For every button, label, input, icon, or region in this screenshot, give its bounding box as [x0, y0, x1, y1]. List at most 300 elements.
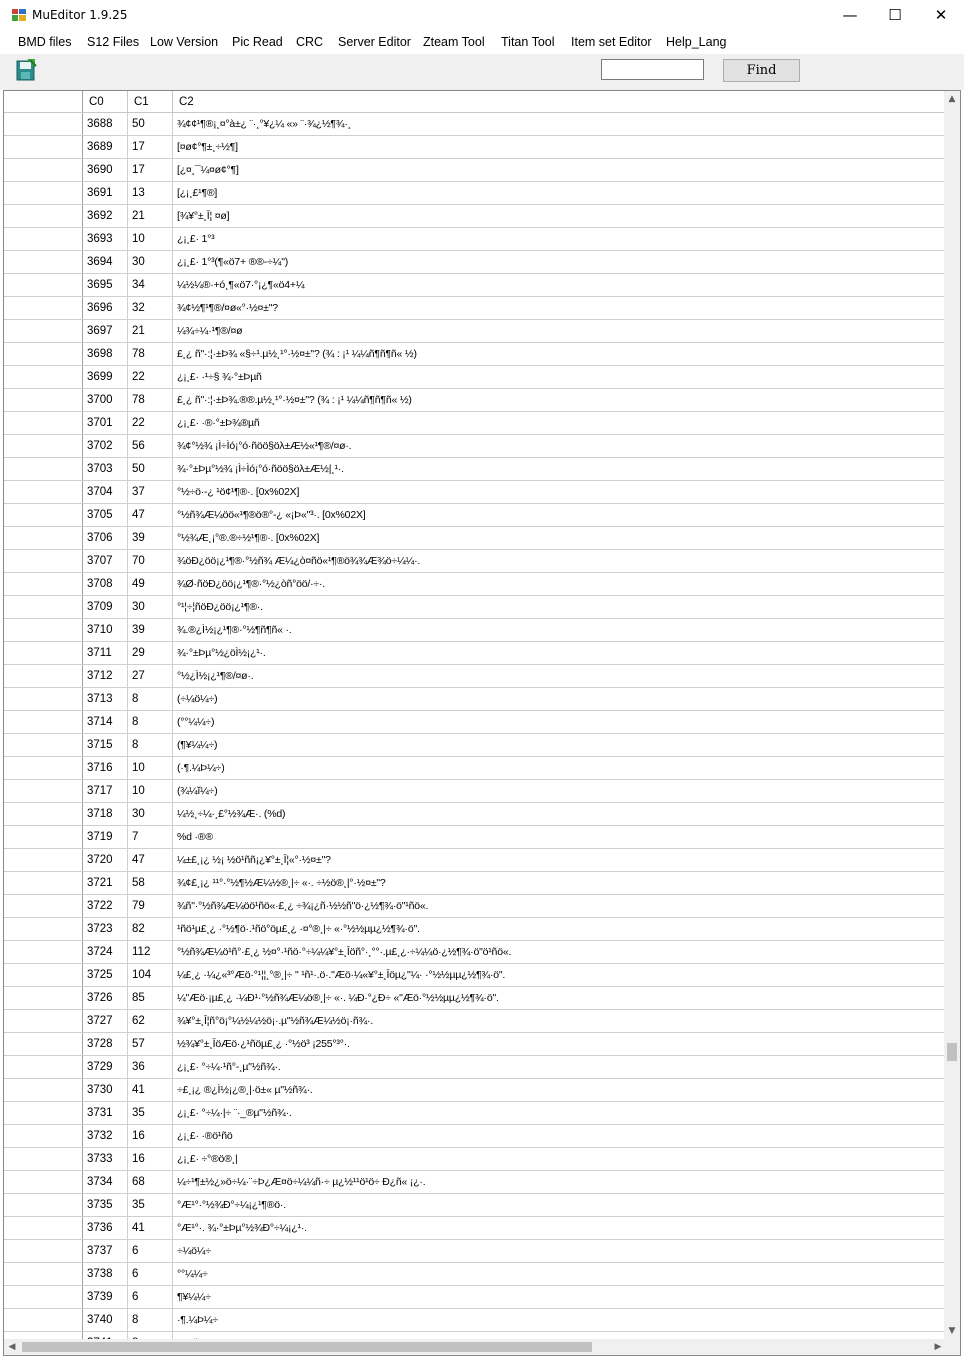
row-header[interactable] — [4, 734, 83, 756]
cell-c0[interactable]: 3705 — [83, 504, 128, 526]
table-row[interactable] — [4, 573, 946, 596]
table-row[interactable] — [4, 918, 946, 941]
table-row[interactable] — [4, 1286, 946, 1309]
close-button[interactable]: ✕ — [934, 6, 948, 24]
table-row[interactable] — [4, 366, 946, 389]
row-header[interactable] — [4, 1286, 83, 1308]
cell-c2[interactable]: °½÷ö·-¿ ¹ö¢¹¶®·. [0x%02X] — [173, 481, 946, 503]
cell-c1[interactable]: 7 — [128, 826, 173, 848]
table-row[interactable] — [4, 1194, 946, 1217]
cell-c0[interactable]: 3733 — [83, 1148, 128, 1170]
table-row[interactable] — [4, 1079, 946, 1102]
table-row[interactable] — [4, 136, 946, 159]
cell-c1[interactable]: 49 — [128, 573, 173, 595]
menu-item-set-editor[interactable]: Item set Editor — [571, 35, 652, 49]
row-header[interactable] — [4, 596, 83, 618]
cell-c0[interactable]: 3712 — [83, 665, 128, 687]
row-header[interactable] — [4, 1171, 83, 1193]
table-row[interactable] — [4, 964, 946, 987]
cell-c0[interactable]: 3720 — [83, 849, 128, 871]
cell-c2[interactable]: °¹¦÷¦ñöÐ¿öö¡¿¹¶®·. — [173, 596, 946, 618]
table-row[interactable] — [4, 435, 946, 458]
cell-c2[interactable]: ¼±£¸¡¿ ½¡ ½ö¹ññ¡¿¥°±¸Ī¦«°·½¤±"? — [173, 849, 946, 871]
row-header[interactable] — [4, 343, 83, 365]
cell-c2[interactable]: (°°¼¼÷) — [173, 711, 946, 733]
cell-c1[interactable]: 50 — [128, 458, 173, 480]
row-header[interactable] — [4, 435, 83, 457]
cell-c1[interactable]: 37 — [128, 481, 173, 503]
table-row[interactable] — [4, 642, 946, 665]
cell-c2[interactable]: ¼½¼®·+ó¸¶«ö7·°¡¿¶«ö4+¼ — [173, 274, 946, 296]
row-header[interactable] — [4, 159, 83, 181]
horizontal-scrollbar[interactable] — [4, 1339, 946, 1355]
menu-low-version[interactable]: Low Version — [150, 35, 219, 49]
cell-c2[interactable]: (·¶.¼Þ¼÷) — [173, 757, 946, 779]
cell-c0[interactable]: 3737 — [83, 1240, 128, 1262]
row-header[interactable] — [4, 642, 83, 664]
cell-c1[interactable]: 22 — [128, 412, 173, 434]
save-icon[interactable] — [14, 58, 38, 82]
cell-c1[interactable]: 22 — [128, 366, 173, 388]
table-row[interactable] — [4, 688, 946, 711]
scroll-down-arrow-icon[interactable]: ▼ — [948, 1326, 956, 1336]
cell-c0[interactable]: 3725 — [83, 964, 128, 986]
row-header[interactable] — [4, 826, 83, 848]
table-row[interactable] — [4, 481, 946, 504]
row-header[interactable] — [4, 1125, 83, 1147]
cell-c2[interactable]: ¾Ø·ñöÐ¿öö¡¿¹¶®·°½¿òñ°öö/·÷·. — [173, 573, 946, 595]
menu-bar — [0, 31, 964, 54]
row-header[interactable] — [4, 1102, 83, 1124]
cell-c1[interactable]: 85 — [128, 987, 173, 1009]
column-header-c0[interactable]: C0 — [83, 91, 128, 112]
table-row[interactable] — [4, 872, 946, 895]
cell-c0[interactable]: 3698 — [83, 343, 128, 365]
table-row[interactable] — [4, 297, 946, 320]
row-header[interactable] — [4, 803, 83, 825]
table-row[interactable] — [4, 665, 946, 688]
cell-c1[interactable]: 58 — [128, 872, 173, 894]
table-row[interactable] — [4, 458, 946, 481]
cell-c0[interactable]: 3717 — [83, 780, 128, 802]
row-header[interactable] — [4, 251, 83, 273]
cell-c2[interactable]: ¾¥°±¸Ī¦ñ°ö¡°¼½¼½ö¡·.µ"½ñ¾Æ¼½ö¡·ñ¾·. — [173, 1010, 946, 1032]
grid-header — [4, 91, 946, 113]
cell-c1[interactable]: 62 — [128, 1010, 173, 1032]
cell-c0[interactable]: 3738 — [83, 1263, 128, 1285]
cell-c1[interactable]: 30 — [128, 596, 173, 618]
horizontal-scroll-thumb[interactable] — [22, 1342, 592, 1352]
row-header[interactable] — [4, 389, 83, 411]
menu-titan-tool[interactable]: Titan Tool — [501, 35, 555, 49]
cell-c1[interactable]: 41 — [128, 1079, 173, 1101]
table-row[interactable] — [4, 1240, 946, 1263]
cell-c2[interactable]: ¾öÐ¿öö¡¿¹¶®·°½ñ¾ Æ¼¿ò¤ñö«¹¶®ö¾¾Æ¾ö÷¼¼·. — [173, 550, 946, 572]
table-row[interactable] — [4, 412, 946, 435]
row-header[interactable] — [4, 481, 83, 503]
cell-c0[interactable]: 3697 — [83, 320, 128, 342]
table-row[interactable] — [4, 251, 946, 274]
cell-c1[interactable]: 8 — [128, 688, 173, 710]
cell-c2[interactable]: %d ·®® — [173, 826, 946, 848]
cell-c1[interactable]: 17 — [128, 136, 173, 158]
row-header[interactable] — [4, 1148, 83, 1170]
cell-c2[interactable]: ¾.®¿Ì½¡¿¹¶®·°½¶ñ¶ñ« ·. — [173, 619, 946, 641]
row-header-corner[interactable] — [4, 91, 83, 112]
cell-c1[interactable]: 29 — [128, 642, 173, 664]
table-row[interactable] — [4, 1217, 946, 1240]
table-row[interactable] — [4, 711, 946, 734]
cell-c1[interactable]: 35 — [128, 1102, 173, 1124]
cell-c1[interactable]: 36 — [128, 1056, 173, 1078]
cell-c0[interactable]: 3739 — [83, 1286, 128, 1308]
cell-c2[interactable]: ¿¡¸£· °÷¼·|÷ ¨·_®µ"½ñ¾·. — [173, 1102, 946, 1124]
table-row[interactable] — [4, 205, 946, 228]
table-row[interactable] — [4, 895, 946, 918]
cell-c1[interactable]: 78 — [128, 389, 173, 411]
cell-c0[interactable]: 3714 — [83, 711, 128, 733]
cell-c0[interactable]: 3722 — [83, 895, 128, 917]
column-header-c2[interactable]: C2 — [179, 96, 194, 108]
cell-c1[interactable]: 10 — [128, 757, 173, 779]
cell-c0[interactable]: 3729 — [83, 1056, 128, 1078]
cell-c2[interactable]: ¾·°±Þµ°½¿öÌ½¡¿¹·. — [173, 642, 946, 664]
cell-c2[interactable]: ¾·°±Þµ°½¾ ¡Ì÷Ìó¡°ó·ñöö§öλ±Æ½|¸¹·. — [173, 458, 946, 480]
cell-c1[interactable]: 35 — [128, 1194, 173, 1216]
data-grid[interactable] — [3, 90, 961, 1356]
scroll-up-arrow-icon[interactable]: ▲ — [948, 94, 956, 104]
cell-c2[interactable]: ¿¡¸£· °÷¼·¹ñ°-¸µ"½ñ¾·. — [173, 1056, 946, 1078]
table-row[interactable] — [4, 113, 946, 136]
cell-c2[interactable]: ¾¢£¸¡¿ ¹¹°·°½¶½Æ¼½®¸|÷ «·. ÷½ö®¸|°·½¤±"? — [173, 872, 946, 894]
cell-c0[interactable]: 3690 — [83, 159, 128, 181]
row-header[interactable] — [4, 688, 83, 710]
cell-c2[interactable]: °Æ¹°·. ¾·°±Þµ°½¾Ð°÷¼¡¿¹·. — [173, 1217, 946, 1239]
row-header[interactable] — [4, 1194, 83, 1216]
cell-c0[interactable]: 3707 — [83, 550, 128, 572]
cell-c2[interactable]: °Æ¹°·°½¾Ð°÷¼¡¿¹¶®ö·. — [173, 1194, 946, 1216]
table-row[interactable] — [4, 1309, 946, 1332]
cell-c2[interactable]: °°¼¼÷ — [173, 1263, 946, 1285]
cell-c0[interactable]: 3713 — [83, 688, 128, 710]
cell-c0[interactable]: 3735 — [83, 1194, 128, 1216]
cell-c2[interactable]: ¾¢½¶¹¶®/¤ø«°·½¤±"? — [173, 297, 946, 319]
row-header[interactable] — [4, 1240, 83, 1262]
row-header[interactable] — [4, 274, 83, 296]
cell-c0[interactable]: 3701 — [83, 412, 128, 434]
cell-c2[interactable]: ¹ñö¹µ£¸¿ ·°½¶ö·.¹ñö°öµ£¸¿ ·¤°®¸|÷ «·°½½µµ¿½¶¾·ö". — [173, 918, 946, 940]
cell-c0[interactable]: 3692 — [83, 205, 128, 227]
cell-c0[interactable]: 3728 — [83, 1033, 128, 1055]
cell-c0[interactable]: 3704 — [83, 481, 128, 503]
table-row[interactable] — [4, 1102, 946, 1125]
cell-c0[interactable]: 3732 — [83, 1125, 128, 1147]
cell-c0[interactable]: 3726 — [83, 987, 128, 1009]
cell-c0[interactable]: 3710 — [83, 619, 128, 641]
table-row[interactable] — [4, 596, 946, 619]
cell-c2[interactable]: ÷£¸¡¿ ®¿Ì½¡¿®¸|·ö±« µ"½ñ¾·. — [173, 1079, 946, 1101]
cell-c2[interactable]: ¿¡¸£· ·¹÷§ ¾·°±Þµñ — [173, 366, 946, 388]
cell-c2[interactable]: °½ñ¾Æ¼ö¹ñ°·£¸¿ ½¤°·¹ñö·°÷¼¼¥°±¸Īöñ°·¸°°·.µ£¸¿·÷¼¼ö·¿½¶¾·ö"ö¹ñö«. — [173, 941, 946, 963]
cell-c1[interactable]: 50 — [128, 113, 173, 135]
cell-c0[interactable]: 3694 — [83, 251, 128, 273]
cell-c1[interactable]: 41 — [128, 1217, 173, 1239]
table-row[interactable] — [4, 780, 946, 803]
cell-c1[interactable]: 34 — [128, 274, 173, 296]
cell-c0[interactable]: 3702 — [83, 435, 128, 457]
cell-c2[interactable]: [¤ø¢°¶±¸÷½¶] — [173, 136, 946, 158]
table-row[interactable] — [4, 803, 946, 826]
table-row[interactable] — [4, 1010, 946, 1033]
menu-pic-read[interactable]: Pic Read — [232, 35, 283, 49]
cell-c1[interactable]: 47 — [128, 504, 173, 526]
cell-c2[interactable]: £¸¿ ñ"·:¦·±Þ¾.®®.µ½¸¹°·½¤±"? (¾ : ¡¹ ¼¼ñ¶ñ¶ñ« ½) — [173, 389, 946, 411]
cell-c1[interactable]: 16 — [128, 1125, 173, 1147]
row-header[interactable] — [4, 1217, 83, 1239]
cell-c0[interactable]: 3700 — [83, 389, 128, 411]
cell-c0[interactable]: 3689 — [83, 136, 128, 158]
cell-c0[interactable]: 3695 — [83, 274, 128, 296]
cell-c2[interactable]: ¼½¸÷¼·¸£°½¾Æ·. (%d) — [173, 803, 946, 825]
table-row[interactable] — [4, 941, 946, 964]
cell-c0[interactable]: 3731 — [83, 1102, 128, 1124]
cell-c1[interactable]: 16 — [128, 1148, 173, 1170]
cell-c1[interactable]: 112 — [128, 941, 173, 963]
cell-c1[interactable]: 10 — [128, 780, 173, 802]
table-row[interactable] — [4, 1056, 946, 1079]
maximize-button[interactable]: ☐ — [888, 6, 902, 24]
cell-c2[interactable]: ÷¼ö¼÷ — [173, 1240, 946, 1262]
menu-crc[interactable]: CRC — [296, 35, 324, 49]
table-row[interactable] — [4, 550, 946, 573]
cell-c2[interactable]: ¾¢¢¹¶®¡¸¤°à±¿ ¨·¸°¥¿¼ «» ¨·¾¿½¶¾·¸ — [173, 113, 946, 135]
vertical-scroll-thumb[interactable] — [947, 1043, 957, 1061]
cell-c2[interactable]: ¼"Æö·¡µ£¸¿ ·¼Ð¹·°½ñ¾Æ¼ö®¸|÷ «·. ¼Ð·°¿Ð÷ «"Æö·°½½µµ¿½¶¾·ö". — [173, 987, 946, 1009]
cell-c0[interactable]: 3719 — [83, 826, 128, 848]
cell-c1[interactable]: 47 — [128, 849, 173, 871]
row-header[interactable] — [4, 573, 83, 595]
cell-c0[interactable]: 3730 — [83, 1079, 128, 1101]
cell-c0[interactable]: 3734 — [83, 1171, 128, 1193]
find-button[interactable]: Find — [723, 59, 800, 82]
row-header[interactable] — [4, 665, 83, 687]
cell-c0[interactable]: 3699 — [83, 366, 128, 388]
cell-c1[interactable]: 39 — [128, 527, 173, 549]
row-header[interactable] — [4, 113, 83, 135]
cell-c1[interactable]: 8 — [128, 1309, 173, 1331]
cell-c2[interactable]: [¿¤¸¯¼¤ø¢°¶] — [173, 159, 946, 181]
row-header[interactable] — [4, 1263, 83, 1285]
row-header[interactable] — [4, 757, 83, 779]
cell-c2[interactable]: £¸¿ ñ"·:¦·±Þ¾ «§÷¹.µ½¸¹°·½¤±"? (¾ : ¡¹ ¼¼ñ¶ñ¶ñ« ½) — [173, 343, 946, 365]
scroll-right-arrow-icon[interactable]: ▶ — [934, 1342, 942, 1352]
cell-c1[interactable]: 39 — [128, 619, 173, 641]
row-header[interactable] — [4, 987, 83, 1009]
cell-c0[interactable]: 3724 — [83, 941, 128, 963]
table-row[interactable] — [4, 228, 946, 251]
cell-c1[interactable]: 30 — [128, 803, 173, 825]
cell-c0[interactable]: 3708 — [83, 573, 128, 595]
menu-bmd-files[interactable]: BMD files — [18, 35, 72, 49]
cell-c0[interactable]: 3736 — [83, 1217, 128, 1239]
cell-c0[interactable]: 3696 — [83, 297, 128, 319]
cell-c1[interactable]: 27 — [128, 665, 173, 687]
row-header[interactable] — [4, 182, 83, 204]
cell-c2[interactable]: °½ñ¾Æ¼öö«¹¶®ö®°-¿ «¡Þ«"³·. [0x%02X] — [173, 504, 946, 526]
table-row[interactable] — [4, 1263, 946, 1286]
row-header[interactable] — [4, 297, 83, 319]
cell-c1[interactable]: 79 — [128, 895, 173, 917]
cell-c1[interactable]: 68 — [128, 1171, 173, 1193]
table-row[interactable] — [4, 343, 946, 366]
row-header[interactable] — [4, 918, 83, 940]
cell-c2[interactable]: (¶¥¼¼÷) — [173, 734, 946, 756]
cell-c0[interactable]: 3740 — [83, 1309, 128, 1331]
cell-c2[interactable]: °½¾Æ¸¡°®.®÷½¹¶®·. [0x%02X] — [173, 527, 946, 549]
cell-c0[interactable]: 3706 — [83, 527, 128, 549]
cell-c1[interactable]: 6 — [128, 1286, 173, 1308]
title-bar — [0, 0, 964, 31]
table-row[interactable] — [4, 182, 946, 205]
table-row[interactable] — [4, 1148, 946, 1171]
cell-c1[interactable]: 30 — [128, 251, 173, 273]
cell-c0[interactable]: 3721 — [83, 872, 128, 894]
vertical-scrollbar[interactable] — [944, 91, 960, 1339]
row-header[interactable] — [4, 205, 83, 227]
cell-c2[interactable]: ·¶.¼Þ¼÷ — [173, 1309, 946, 1331]
row-header[interactable] — [4, 458, 83, 480]
cell-c0[interactable]: 3715 — [83, 734, 128, 756]
menu-server-editor[interactable]: Server Editor — [338, 35, 411, 49]
table-row[interactable] — [4, 619, 946, 642]
cell-c1[interactable]: 13 — [128, 182, 173, 204]
cell-c1[interactable]: 104 — [128, 964, 173, 986]
cell-c2[interactable]: ¼¾÷¼·¹¶®/¤ø — [173, 320, 946, 342]
table-row[interactable] — [4, 1125, 946, 1148]
cell-c1[interactable]: 8 — [128, 734, 173, 756]
cell-c1[interactable]: 78 — [128, 343, 173, 365]
cell-c0[interactable]: 3716 — [83, 757, 128, 779]
row-header[interactable] — [4, 527, 83, 549]
cell-c1[interactable]: 17 — [128, 159, 173, 181]
row-header[interactable] — [4, 320, 83, 342]
table-row[interactable] — [4, 987, 946, 1010]
row-header[interactable] — [4, 1033, 83, 1055]
row-header[interactable] — [4, 136, 83, 158]
cell-c2[interactable]: ½¾¥°±¸ĪöÆö·¿¹ñöµ£¸¿ ·°½ö³ ¡255°³°·. — [173, 1033, 946, 1055]
row-header[interactable] — [4, 1079, 83, 1101]
cell-c1[interactable]: 6 — [128, 1240, 173, 1262]
table-row[interactable] — [4, 849, 946, 872]
cell-c1[interactable]: 57 — [128, 1033, 173, 1055]
menu-zteam-tool[interactable]: Zteam Tool — [423, 35, 485, 49]
cell-c2[interactable]: (¾¼ĭ¼÷) — [173, 780, 946, 802]
row-header[interactable] — [4, 872, 83, 894]
table-row[interactable] — [4, 1033, 946, 1056]
cell-c1[interactable]: 32 — [128, 297, 173, 319]
row-header[interactable] — [4, 504, 83, 526]
row-header[interactable] — [4, 895, 83, 917]
cell-c1[interactable]: 8 — [128, 711, 173, 733]
table-row[interactable] — [4, 159, 946, 182]
row-header[interactable] — [4, 550, 83, 572]
grid-rows — [4, 113, 946, 1355]
table-row[interactable] — [4, 734, 946, 757]
cell-c0[interactable]: 3709 — [83, 596, 128, 618]
cell-c2[interactable]: ¼£¸¿ ·¼¿«³°Æö·°¹¦¦¸°®¸|÷ " ¹ñ¹·.ö·."Æö·¼«¥°±¸Īöµ¿"¼· ·°½½µµ¿½¶¾·ö". — [173, 964, 946, 986]
cell-c2[interactable]: (÷¼ö¼÷) — [173, 688, 946, 710]
table-row[interactable] — [4, 1171, 946, 1194]
row-header[interactable] — [4, 964, 83, 986]
table-row[interactable] — [4, 504, 946, 527]
table-row[interactable] — [4, 389, 946, 412]
cell-c1[interactable]: 56 — [128, 435, 173, 457]
row-header[interactable] — [4, 711, 83, 733]
cell-c1[interactable]: 21 — [128, 205, 173, 227]
toolbar — [0, 54, 964, 90]
cell-c2[interactable]: °½¿Ì½¡¿¹¶®/¤ø·. — [173, 665, 946, 687]
cell-c0[interactable]: 3688 — [83, 113, 128, 135]
cell-c0[interactable]: 3693 — [83, 228, 128, 250]
cell-c2[interactable]: ¿¡¸£· 1°³(¶«ö7+ ®®-÷¼") — [173, 251, 946, 273]
cell-c0[interactable]: 3703 — [83, 458, 128, 480]
row-header[interactable] — [4, 849, 83, 871]
row-header[interactable] — [4, 780, 83, 802]
minimize-button[interactable]: — — [842, 6, 858, 24]
cell-c1[interactable]: 82 — [128, 918, 173, 940]
row-header[interactable] — [4, 366, 83, 388]
cell-c0[interactable]: 3711 — [83, 642, 128, 664]
row-header[interactable] — [4, 1056, 83, 1078]
cell-c2[interactable]: ¿¡¸£· ÷°®ö®¸| — [173, 1148, 946, 1170]
cell-c2[interactable]: ¶¥¼¼÷ — [173, 1286, 946, 1308]
table-row[interactable] — [4, 274, 946, 297]
cell-c0[interactable]: 3723 — [83, 918, 128, 940]
table-row[interactable] — [4, 527, 946, 550]
row-header[interactable] — [4, 1309, 83, 1331]
cell-c0[interactable]: 3727 — [83, 1010, 128, 1032]
scroll-left-arrow-icon[interactable]: ◀ — [8, 1342, 16, 1352]
cell-c2[interactable]: ¿¡¸£· 1°³ — [173, 228, 946, 250]
row-header[interactable] — [4, 619, 83, 641]
menu-help-lang[interactable]: Help_Lang — [666, 35, 727, 49]
cell-c1[interactable]: 6 — [128, 1263, 173, 1285]
cell-c2[interactable]: ¿¡¸£· ·®ö¹ñö — [173, 1125, 946, 1147]
cell-c1[interactable]: 21 — [128, 320, 173, 342]
cell-c0[interactable]: 3691 — [83, 182, 128, 204]
table-row[interactable] — [4, 320, 946, 343]
column-header-c1[interactable]: C1 — [128, 91, 173, 112]
cell-c1[interactable]: 70 — [128, 550, 173, 572]
cell-c2[interactable]: [¿¡¸£¹¶®] — [173, 182, 946, 204]
row-header[interactable] — [4, 228, 83, 250]
cell-c2[interactable]: ¾ñ"·°½ñ¾Æ¼öö¹ñö«·£¸¿ ÷¾¡¿ñ·½½ñ"ö·¿½¶¾·ö"¹ñö«. — [173, 895, 946, 917]
cell-c1[interactable]: 10 — [128, 228, 173, 250]
cell-c2[interactable]: ¾¢°½¾ ¡Ì÷Ìó¡°ó·ñöö§öλ±Æ½«¹¶®/¤ø·. — [173, 435, 946, 457]
cell-c0[interactable]: 3718 — [83, 803, 128, 825]
table-row[interactable] — [4, 757, 946, 780]
row-header[interactable] — [4, 1010, 83, 1032]
cell-c2[interactable]: [¾¥°±¸Ī¦ ¤ø] — [173, 205, 946, 227]
scroll-corner — [944, 1339, 960, 1355]
cell-c2[interactable]: ¼÷¹¶±½¿»ö÷¼·¨÷Þ¿Æ¤ö÷¼¼ñ·÷ µ¿½¹¹ö¹ö÷ Ð¿ñ« ¡¿·. — [173, 1171, 946, 1193]
table-row[interactable] — [4, 826, 946, 849]
cell-c2[interactable]: ¿¡¸£· ·®·°±Þ¾®µñ — [173, 412, 946, 434]
row-header[interactable] — [4, 941, 83, 963]
menu-s12-files[interactable]: S12 Files — [87, 35, 140, 49]
row-header[interactable] — [4, 412, 83, 434]
search-input[interactable] — [601, 59, 704, 80]
